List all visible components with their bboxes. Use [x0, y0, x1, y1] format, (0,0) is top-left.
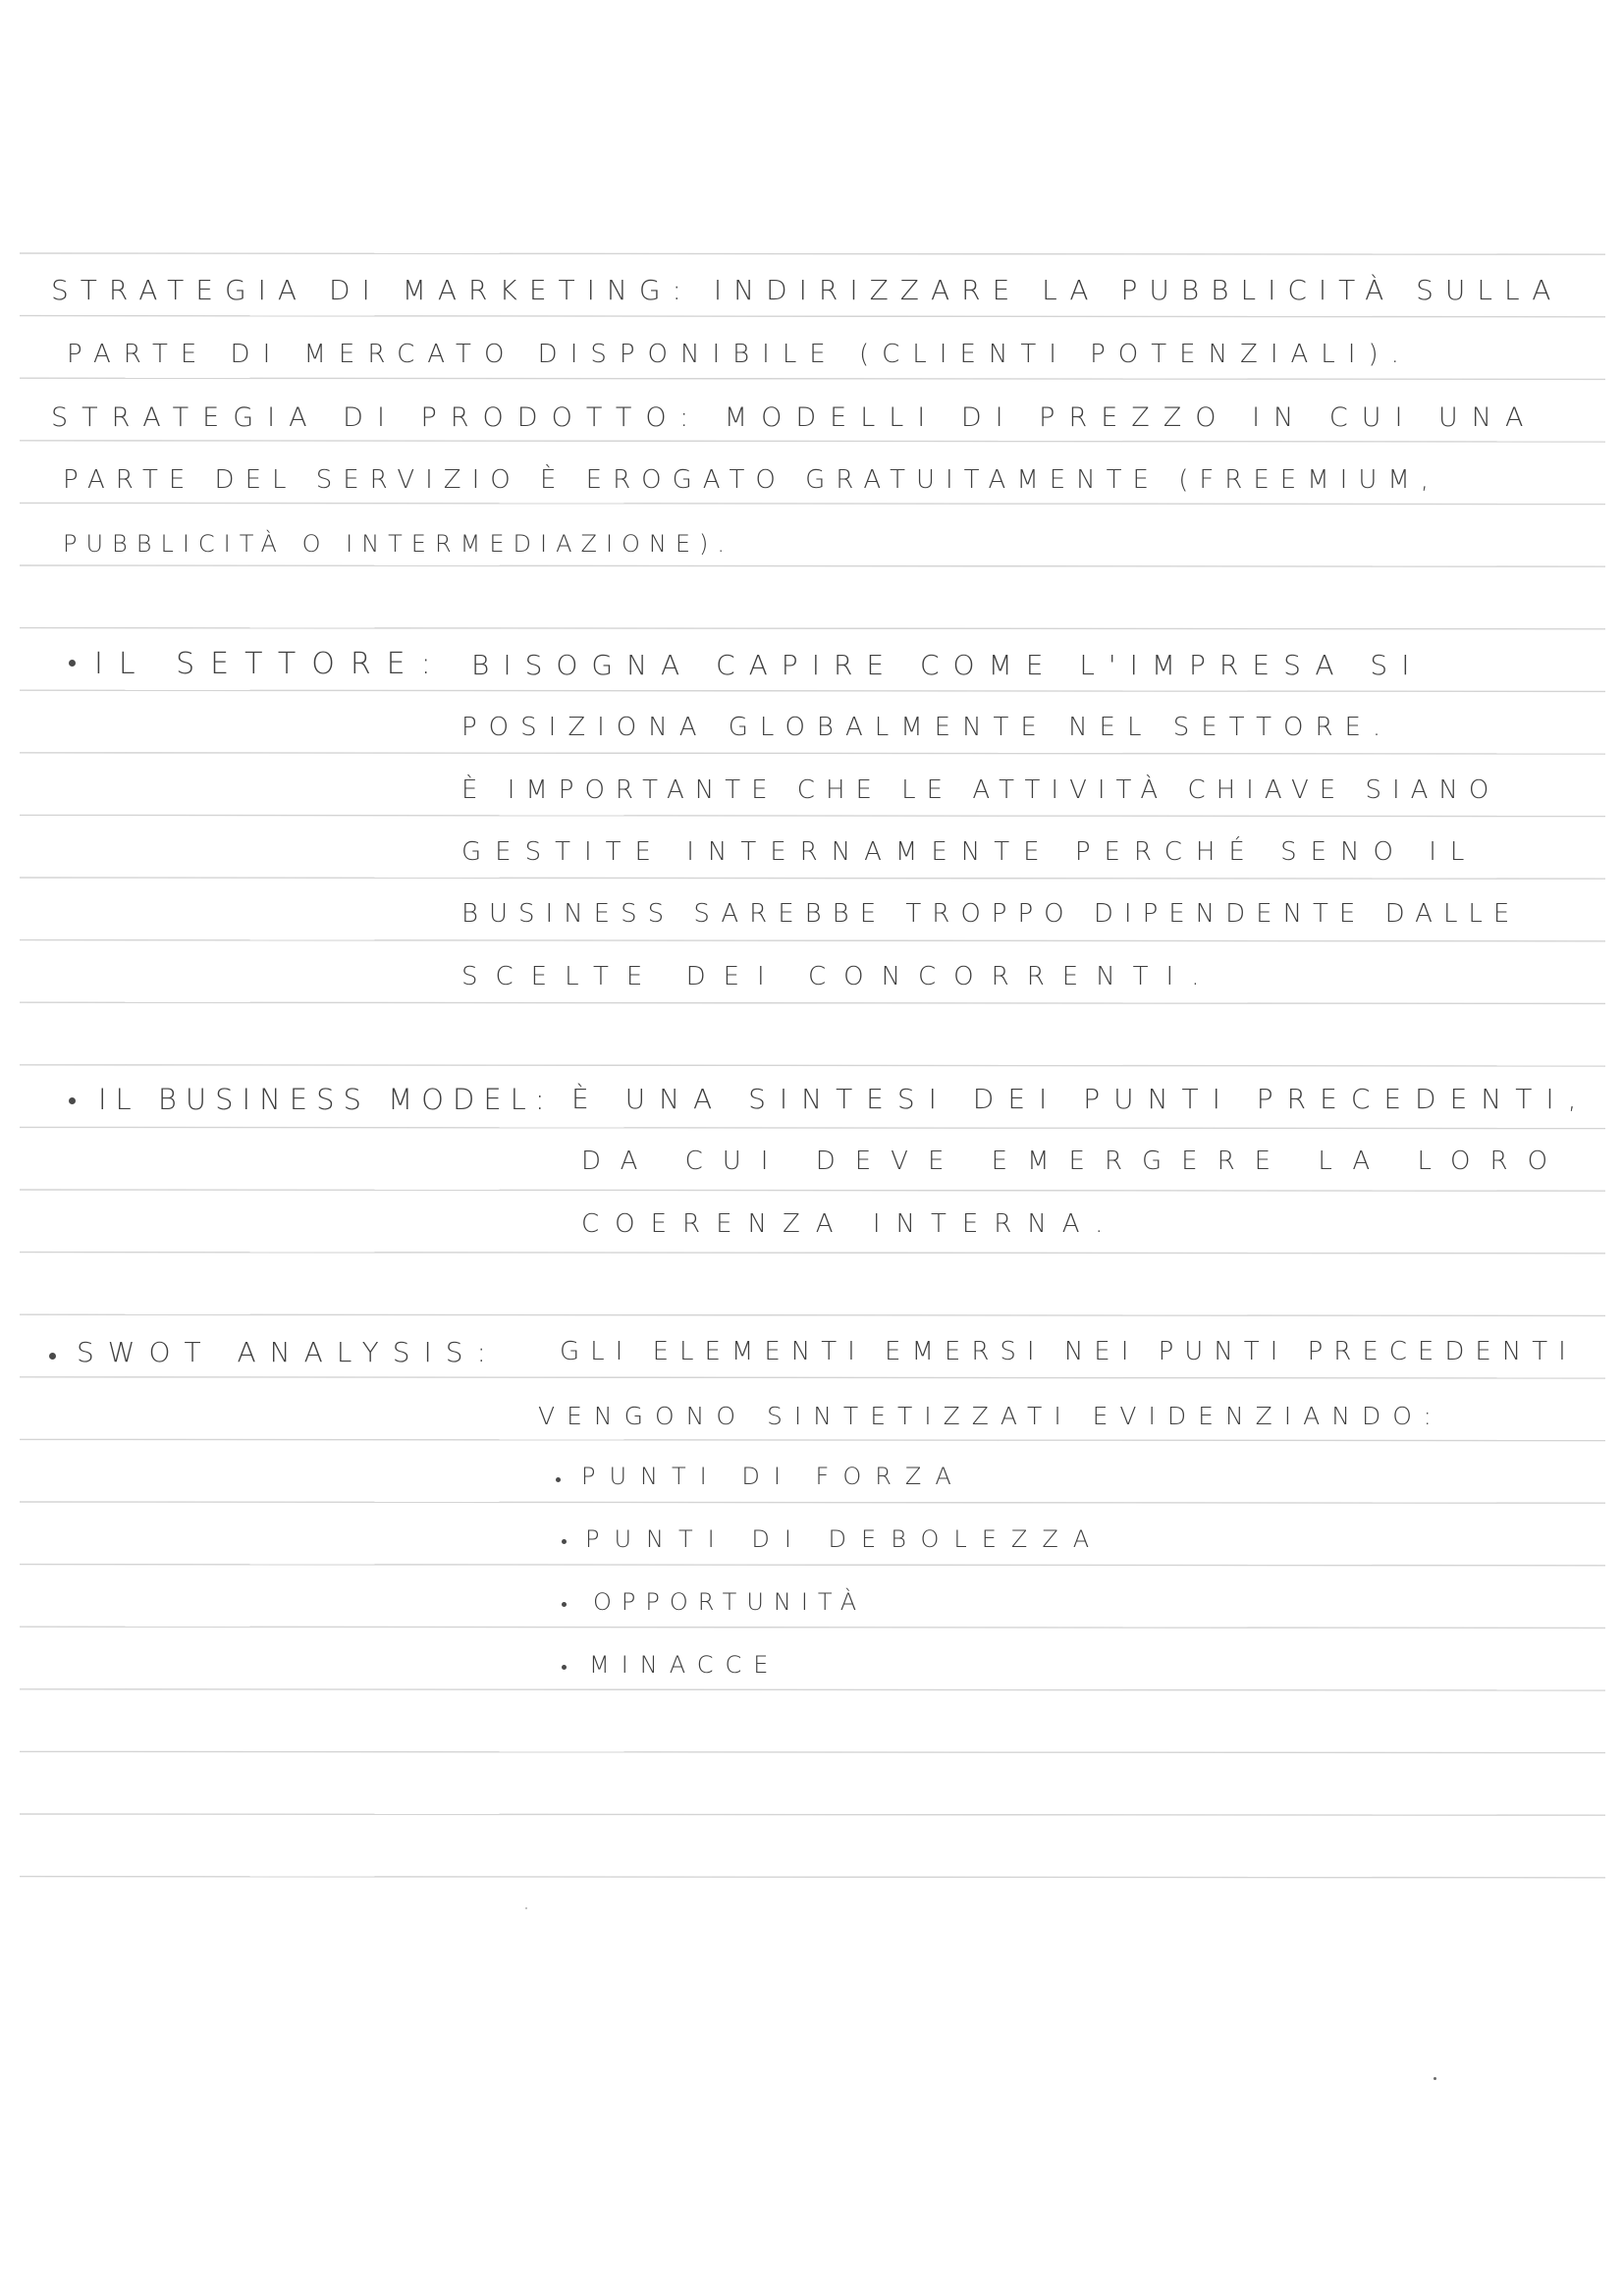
swot-item-bullet: [562, 1665, 567, 1670]
business-model-line-2: DA CUI DEVE EMERGERE LA LORO: [581, 1147, 1568, 1176]
ruled-line: [20, 1065, 1605, 1066]
ruled-line: [20, 1314, 1605, 1315]
intro-line-4: PARTE DEL SERVIZIO È EROGATO GRATUITAMENTE (FREEMIUM,: [63, 465, 1440, 495]
ruled-line: [20, 815, 1605, 816]
ruled-line: [20, 878, 1605, 879]
swot-item-bullet: [562, 1602, 567, 1607]
settore-line-4: GESTITE INTERNAMENTE PERCHÉ SENO IL: [461, 837, 1479, 867]
ruled-line: [20, 1002, 1605, 1003]
ruled-line: [20, 1377, 1605, 1378]
ruled-line: [20, 1565, 1605, 1566]
ruled-line: [20, 253, 1605, 254]
ruled-line: [20, 1751, 1605, 1752]
settore-line-6: SCELTE DEI CONCORRENTI.: [461, 962, 1217, 991]
ruled-line: [20, 565, 1605, 566]
swot-item-forza: PUNTI DI FORZA: [581, 1463, 965, 1490]
swot-heading: SWOT ANALYSIS:: [77, 1336, 500, 1368]
ruled-line: [20, 1877, 1605, 1878]
swot-line-2: VENGONO SINTETIZZATI EVIDENZIANDO:: [538, 1402, 1443, 1430]
swot-item-minacce: MINACCE: [589, 1651, 781, 1679]
swot-item-opportunita: OPPORTUNITÀ: [593, 1588, 867, 1616]
swot-item-bullet: [562, 1539, 567, 1544]
ruled-line: [20, 1502, 1605, 1503]
intro-line-2: PARTE DI MERCATO DISPONIBILE (CLIENTI POTENZIALI).: [67, 340, 1412, 369]
ruled-line: [20, 503, 1605, 504]
ruled-line: [20, 316, 1605, 317]
swot-item-bullet: [556, 1477, 561, 1482]
settore-heading: IL SETTORE:: [94, 647, 447, 681]
ruled-line: [20, 1127, 1605, 1128]
ink-speck: [525, 1907, 527, 1909]
ruled-line: [20, 378, 1605, 379]
ruled-line: [20, 1627, 1605, 1628]
ruled-line: [20, 441, 1605, 442]
ruled-line: [20, 1190, 1605, 1191]
settore-bullet: [69, 660, 76, 667]
ruled-line: [20, 628, 1605, 629]
settore-line-2: POSIZIONA GLOBALMENTE NEL SETTORE.: [461, 713, 1393, 742]
ruled-line: [20, 940, 1605, 941]
intro-line-3: STRATEGIA DI PRODOTTO: MODELLI DI PREZZO IN CUI UNA: [51, 402, 1538, 433]
ruled-line: [20, 1439, 1605, 1440]
ruled-line: [20, 690, 1605, 691]
intro-line-1: STRATEGIA DI MARKETING: INDIRIZZARE LA PUBBLICITÀ SULLA: [51, 274, 1563, 306]
settore-line-5: BUSINESS SAREBBE TROPPO DIPENDENTE DALLE: [461, 899, 1521, 929]
business-model-bullet: [69, 1097, 76, 1104]
settore-line-1: BISOGNA CAPIRE COME L'IMPRESA SI: [471, 649, 1424, 681]
ink-speck: [1434, 2077, 1436, 2080]
settore-line-3: È IMPORTANTE CHE LE ATTIVITÀ CHIAVE SIANO: [461, 775, 1500, 805]
swot-bullet: [49, 1353, 56, 1360]
ruled-line: [20, 1814, 1605, 1815]
business-model-line-3: COERENZA INTERNA.: [581, 1209, 1119, 1239]
business-model-line-1: È UNA SINTESI DEI PUNTI PRECEDENTI,: [571, 1083, 1591, 1115]
business-model-heading: IL BUSINESS MODEL:: [98, 1083, 554, 1116]
ruled-line: [20, 753, 1605, 754]
swot-line-1: GLI ELEMENTI EMERSI NEI PUNTI PRECEDENTI: [560, 1337, 1577, 1366]
ruled-line: [20, 1253, 1605, 1254]
swot-item-debolezza: PUNTI DI DEBOLEZZA: [585, 1525, 1105, 1553]
intro-line-5: PUBBLICITÀ O INTERMEDIAZIONE).: [63, 530, 734, 558]
ruled-line: [20, 1689, 1605, 1690]
